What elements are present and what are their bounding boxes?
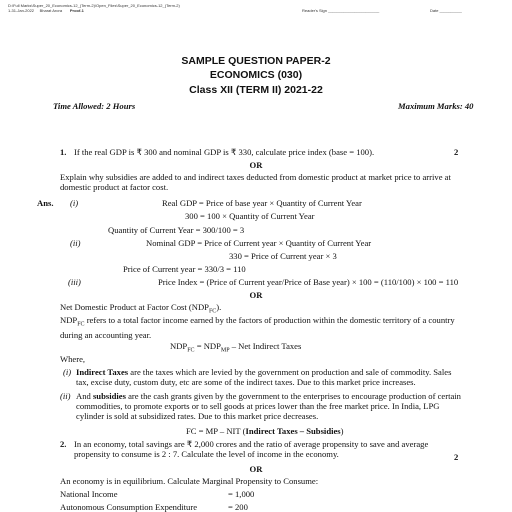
ans-line-1a: Real GDP = Price of base year × Quantity of Current Year [162,198,362,208]
point-ii-pre: And [76,391,93,401]
q2-row-value: = 200 [228,502,248,512]
ans-label: Ans. [37,198,54,208]
point-i-label: (i) [63,367,72,377]
paper-subject: ECONOMICS (030) [209,69,303,81]
q1-number: 1. [60,147,67,157]
ndp-equation [170,341,301,356]
eq-a: NDP [170,341,188,351]
eq-a-sub: FC [187,347,195,354]
ans-part-ii: (ii) [70,238,81,248]
ndp-definition [60,315,462,340]
ndp-title-end: ). [216,302,222,312]
time-allowed: Time Allowed: 2 Hours [53,101,136,111]
header-proof: Proof-1 [69,8,84,13]
q2-marks: 2 [454,452,459,462]
q1-text: If the real GDP is ₹ 300 and nominal GDP is ₹ 330, calculate price index (base = 100). [74,147,375,157]
q1-marks: 2 [454,147,459,157]
q1-alt: Explain why subsidies are added to and indirect taxes deducted from domestic product at market price to arrive at domestic product at factor cost. [60,172,451,192]
q2-row-value: = 1,000 [228,489,255,499]
header-date: 1-31-Jan-2022 [8,8,35,13]
readers-sign: Reader's Sign _______________________ [302,8,380,13]
q2-row-label: National Income [60,489,118,499]
fc-eq-bold: Indirect Taxes – Subsidies [245,426,341,436]
maximum-marks: Maximum Marks: 40 [398,101,474,111]
fc-eq-end: ) [340,426,344,436]
eq-c: – Net Indirect Taxes [229,341,302,351]
paper-title: SAMPLE QUESTION PAPER-2 [181,55,331,67]
ans-line-1c: Quantity of Current Year = 300/100 = 3 [108,225,245,235]
q2-alt: An economy is in equilibrium. Calculate Marginal Propensity to Consume: [60,476,319,486]
fc-equation [186,426,344,436]
fc-eq-pre: FC = MP – NIT ( [186,426,246,436]
header-meta [8,8,84,13]
paper-class: Class XII (TERM II) 2021-22 [189,84,323,96]
q2-text: In an economy, total savings are ₹ 2,000 crores and the ratio of average propensity to save and average propensity to consume is 2 : 7. Calculate the level of income in the economy. [74,439,429,459]
q2-or: OR [249,464,263,474]
ans-line-2b: 330 = Price of Current year × 3 [229,251,337,261]
q1-or: OR [249,160,263,170]
ans-line-2c: Price of Current year = 330/3 = 110 [123,264,246,274]
header-author: Bharat Arora [39,8,63,13]
ans-or: OR [249,290,263,300]
q2-row-label: Autonomous Consumption Expenditure [60,502,198,512]
date-field: Date __________ [430,8,462,13]
ndp-title-sub: FC [208,308,217,315]
point-ii-label: (ii) [60,391,71,401]
ans-line-2a: Nominal GDP = Price of Current year × Quantity of Current Year [146,238,372,248]
point-i-text [76,367,462,387]
ans-part-iii: (iii) [68,277,81,287]
eq-b: = NDP [194,341,221,351]
ans-line-1b: 300 = 100 × Quantity of Current Year [185,211,315,221]
q2-number: 2. [60,439,67,449]
ndp-def-text: refers to a total factor income earned by the factors of production within the domestic territory of a country during an accounting year. [60,315,455,340]
ans-part-i: (i) [70,198,79,208]
point-ii-text [76,391,462,421]
ndp-def-sub: FC [77,321,85,328]
point-i-body: are the taxes which are levied by the government on production and sale of commodity. Sales tax, excise duty, custom duty, etc are some of the indirect taxes. Due to this market price increases. [76,367,452,387]
file-path: D:\Full Marks\Super_20_Economics-12_(Term-2)\Open_Files\Super_20_Economics-12_(Term-2) [8,3,180,8]
eq-b-sub: MP [220,347,230,354]
ndp-def-pre: NDP [60,315,78,325]
ndp-title-text: Net Domestic Product at Factor Cost (NDP [60,302,209,312]
where-label: Where, [60,354,86,364]
ans-line-3a: Price Index = (Price of Current year/Price of Base year) × 100 = (110/100) × 100 = 110 [158,277,459,287]
point-ii-body: are the cash grants given by the government to the enterprises to encourage production of certain commodities, to promote exports or to sell goods at prices lower than the free market price. In India, LPG cylinder is sold at subsidized rates. Due to this market price decreases. [76,391,461,421]
point-ii-bold: subsidies [92,391,126,401]
point-i-bold: Indirect Taxes [76,367,129,377]
